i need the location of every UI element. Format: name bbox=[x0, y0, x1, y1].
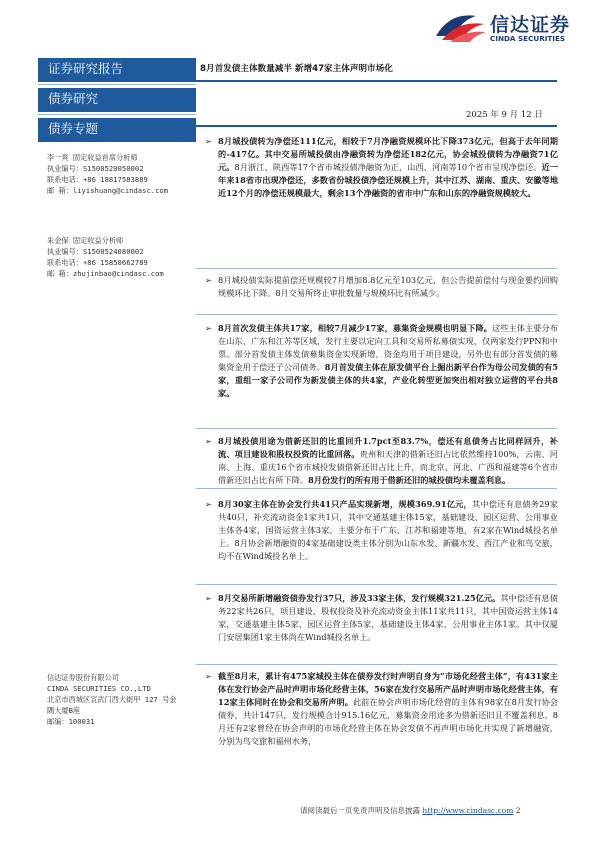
bullet-divider bbox=[196, 488, 557, 489]
arrow-bullet-icon: ➢ bbox=[205, 276, 212, 285]
logo-chinese-name: 信达证券 bbox=[490, 14, 571, 36]
title-bar bbox=[196, 58, 557, 82]
analyst-name-title: 李一爽 固定收益首席分析师 bbox=[47, 153, 138, 162]
bullet-text: 8月30家主体在协会发行共41只产品实现新增，规模369.91亿元，其中偿还有息债务29家共40只，补充流动资金1家共1只，其中交通基建主体15家，基础建设、园区运营、公用事业主体各4家，国资运营主体3家，主要分布于广东、江苏和福建等地，有2家在Wind城投名单上。8月协会新增融资的4家基础建设类主体分别为山东水发、新疆水发、西江产业和鸟交旅，均不在Wind城投名单上。 bbox=[218, 499, 558, 562]
company-address-line: 北京市西城区宣武门西大街甲 127 号金 bbox=[47, 695, 177, 704]
company-address bbox=[47, 672, 176, 727]
bullet-text: 8月城投债实际提前偿还规模较7月增加8.8亿元至103亿元，但公告提前偿付与现金要约回购规模环比下降。8月交易所终止审批数量与规模环比有所减少。 bbox=[218, 275, 558, 299]
bullet-divider bbox=[196, 584, 557, 585]
analyst-name-title: 朱金保 固定收益分析师 bbox=[47, 236, 124, 245]
analyst-phone: 联系电话：+86 18817583889 bbox=[47, 175, 148, 184]
analyst-info bbox=[47, 235, 164, 279]
analyst-license: 执业编号：S1500520050002 bbox=[47, 164, 144, 173]
bullet-divider bbox=[196, 314, 557, 315]
bullet-text: 8月交易所新增融资债券发行37只，涉及33家主体，发行规模321.25亿元。其中偿还有息债务22家共26只，项目建设、股权投资及补充流动资金主体11家共11只，其中国资运营主体14家，交通基建主体5家，园区运营主体5家，基础建设主体4家，公用事业主体1家。其中仅厦门安居集团1家主体尚在Wind城投名单上。 bbox=[218, 593, 558, 643]
company-name-cn: 信达证券股份有限公司 bbox=[47, 673, 119, 682]
sidebar-divider bbox=[38, 84, 196, 85]
bullet-divider bbox=[196, 428, 557, 429]
report-title: 8月首发债主体数量减半 新增47家主体声明市场化 bbox=[200, 64, 393, 74]
analyst-license: 执业编号：S1500524080002 bbox=[47, 247, 144, 256]
sidebar-divider bbox=[38, 114, 196, 115]
arrow-bullet-icon: ➢ bbox=[205, 324, 212, 333]
arrow-bullet-icon: ➢ bbox=[205, 672, 212, 681]
analyst-info bbox=[47, 152, 168, 196]
bullet-divider bbox=[196, 268, 557, 269]
arrow-bullet-icon: ➢ bbox=[205, 500, 212, 509]
analyst-phone: 联系电话：+86 15850662789 bbox=[47, 258, 148, 267]
bullet-text: 8月城投债转为净偿还111亿元，相较于7月净融资规模环比下降373亿元，但高于去年同期的-417亿。其中交易所城投债由净融资转为净偿还182亿元，协会城投债转为净融资71亿元。8月浙江、陕西等17个省市城投债净融资为正，山西、河南等10个省市呈现净偿还。近一年来18省市出现净偿还，多数省份城投债净偿还规模上升，其中江苏、湖南、重庆、安徽等地近12个月的净偿还规模最大，剩余13个净融资的省市中广东和山东的净融资规模较大。 bbox=[218, 136, 558, 199]
company-name-en: CINDA SECURITIES CO.,LTD bbox=[47, 684, 151, 693]
arrow-bullet-icon: ➢ bbox=[205, 594, 212, 603]
arrow-bullet-icon: ➢ bbox=[205, 437, 212, 446]
company-postcode: 邮编：100031 bbox=[47, 717, 95, 726]
page-header bbox=[0, 0, 595, 58]
logo-english-name: CINDA SECURITIES bbox=[490, 34, 566, 43]
subcategory-label: 债券专题 bbox=[38, 118, 196, 142]
bullet-text: 8月首次发债主体共17家，相较7月减少17家，募集资金规模也明显下降。这些主体主要分布在山东、广东和江苏等区域，发行主要以定向工具和交易所私募债实现，仅两家发行PPN和中票。部分首发债主体发债募集资金实现新增，资金均用于项目建设，另外也有部分首发债的募集资金用于偿还子公司债务。8月首发债主体在原发债平台上掘出新平台作为母公司发债的有5家，重组一家子公司作为新发债主体的共4家，产业化转型更加突出相对独立运营的平台共8家。 bbox=[218, 323, 558, 399]
analyst-email: 邮 箱：liyishuang@cindasc.com bbox=[47, 186, 169, 195]
cinda-logo bbox=[432, 6, 582, 50]
arrow-bullet-icon: ➢ bbox=[205, 137, 212, 146]
disclaimer-text: 请阅读最后一页免责声明及信息披露 bbox=[300, 806, 423, 815]
report-type-label: 证券研究报告 bbox=[38, 58, 196, 82]
page-footer bbox=[300, 805, 521, 816]
bullet-text: 8月城投债用途为借新还旧的比重回升1.7pct至83.7%，偿还有息债务占比同样回升，补流、项目建设和股权投资的比重回落。贵州和天津的借新还旧占比依然维持100%，云南、河南、上海、重庆16个省市城投发债借新还旧占比上升，而北京、河北、广西和福建等6个省市借新还旧占比有所下降。8月份发行的所有用于借新还旧的城投债均未覆盖利息。 bbox=[218, 436, 558, 486]
bullet-text: 截至8月末，累计有475家城投主体在债券发行时声明自身为“市场化经营主体”，有431家主体在发行协会产品时声明市场化经营主体，56家在发行交易所产品时声明市场化经营主体，有12家主体同时在协会和交易所声明。此前在协会声明市场化经营的主体有98家在8月发行协会债券，共计147只，发行规模合计915.16亿元，募集资金用途多为借新还旧且不覆盖利息。8月还有2家曾经在协会声明的市场化经营主体在协会发债不再声明市场化并实现了新增融资，分别为鸟交旅和福州水务， bbox=[218, 671, 558, 747]
website-link[interactable]: http://www.cindasc.com bbox=[422, 806, 514, 815]
analyst-email: 邮 箱：zhujinbao@cindasc.com bbox=[47, 269, 164, 278]
report-date: 2025 年 9 月 12 日 bbox=[466, 110, 543, 120]
logo-mark-icon bbox=[432, 6, 488, 46]
company-address-line: 隅大厦B座 bbox=[47, 706, 81, 715]
bullet-divider bbox=[196, 664, 557, 665]
category-label: 债券研究 bbox=[38, 88, 196, 112]
content-top-rule bbox=[196, 125, 557, 127]
page-number: 2 bbox=[515, 806, 521, 815]
